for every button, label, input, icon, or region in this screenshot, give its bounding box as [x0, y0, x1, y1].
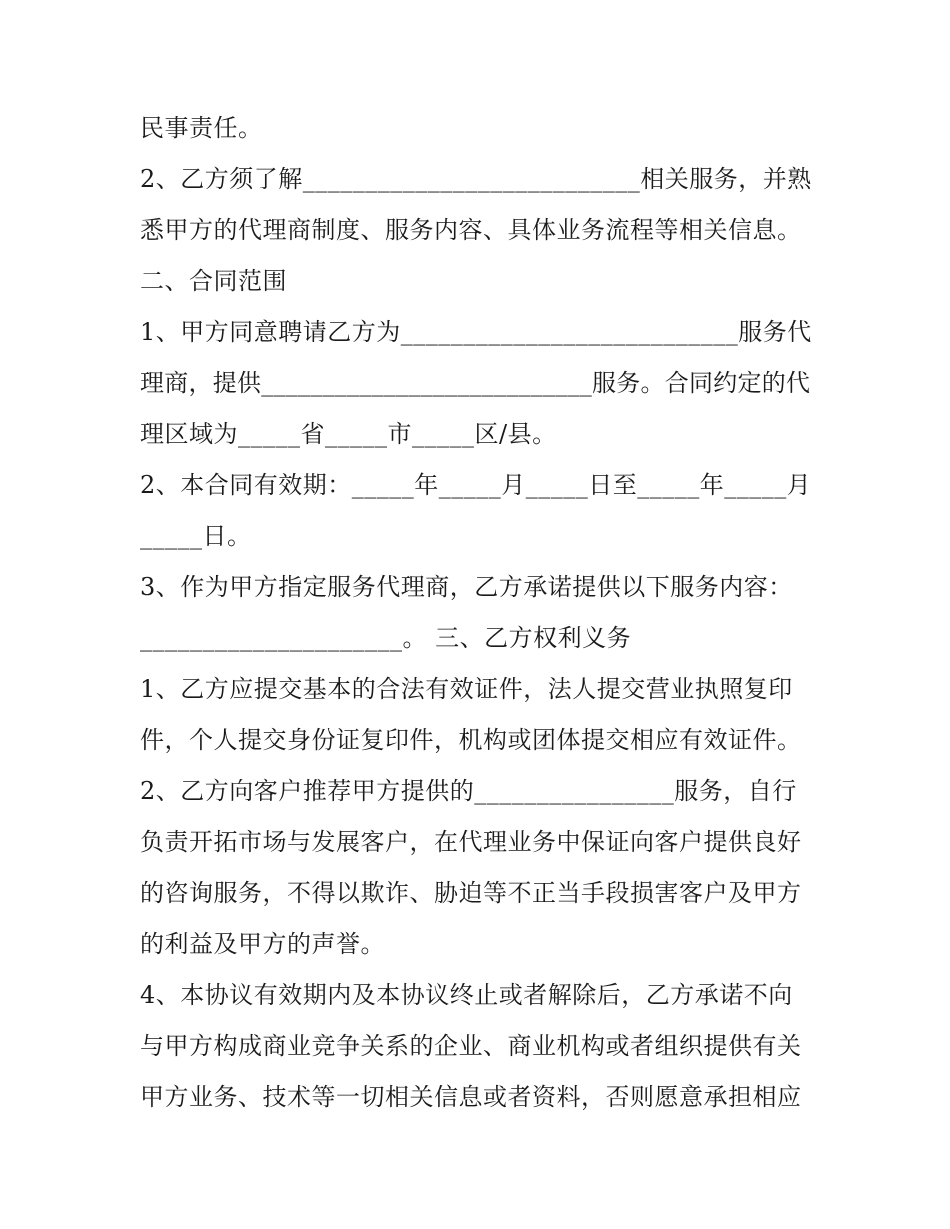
text-line: 理区域为_____省_____市_____区/县。	[140, 420, 557, 448]
text-line: 民事责任。	[140, 114, 263, 142]
text-line: 1、甲方同意聘请乙方为___________________________服务代	[140, 318, 812, 346]
text-line: 2、本合同有效期：_____年_____月_____日至_____年_____月	[140, 471, 812, 499]
text-line: 3、作为甲方指定服务代理商，乙方承诺提供以下服务内容：	[140, 573, 793, 601]
section-heading: 二、合同范围	[140, 267, 287, 295]
text-line: 的咨询服务，不得以欺诈、胁迫等不正当手段损害客户及甲方	[140, 879, 802, 907]
text-line: 的利益及甲方的声誉。	[140, 930, 385, 958]
text-line: 与甲方构成商业竞争关系的企业、商业机构或者组织提供有关	[140, 1032, 802, 1060]
text-line: 2、乙方须了解___________________________相关服务，并熟	[140, 165, 812, 193]
text-line: 件，个人提交身份证复印件，机构或团体提交相应有效证件。	[140, 726, 802, 754]
text-line: 悉甲方的代理商制度、服务内容、具体业务流程等相关信息。	[140, 216, 802, 244]
text-line: _____日。	[140, 522, 252, 550]
text-line: 负责开拓市场与发展客户，在代理业务中保证向客户提供良好	[140, 828, 802, 856]
text-line: 理商，提供___________________________服务。合同约定的代	[140, 369, 811, 397]
text-line: 1、乙方应提交基本的合法有效证件，法人提交营业执照复印	[140, 675, 793, 703]
text-line: 4、本协议有效期内及本协议终止或者解除后，乙方承诺不向	[140, 981, 793, 1009]
text-line: 甲方业务、技术等一切相关信息或者资料，否则愿意承担相应	[140, 1083, 802, 1111]
text-line: 2、乙方向客户推荐甲方提供的________________服务，自行	[140, 777, 797, 805]
text-line: _____________________。 三、乙方权利义务	[140, 624, 632, 652]
